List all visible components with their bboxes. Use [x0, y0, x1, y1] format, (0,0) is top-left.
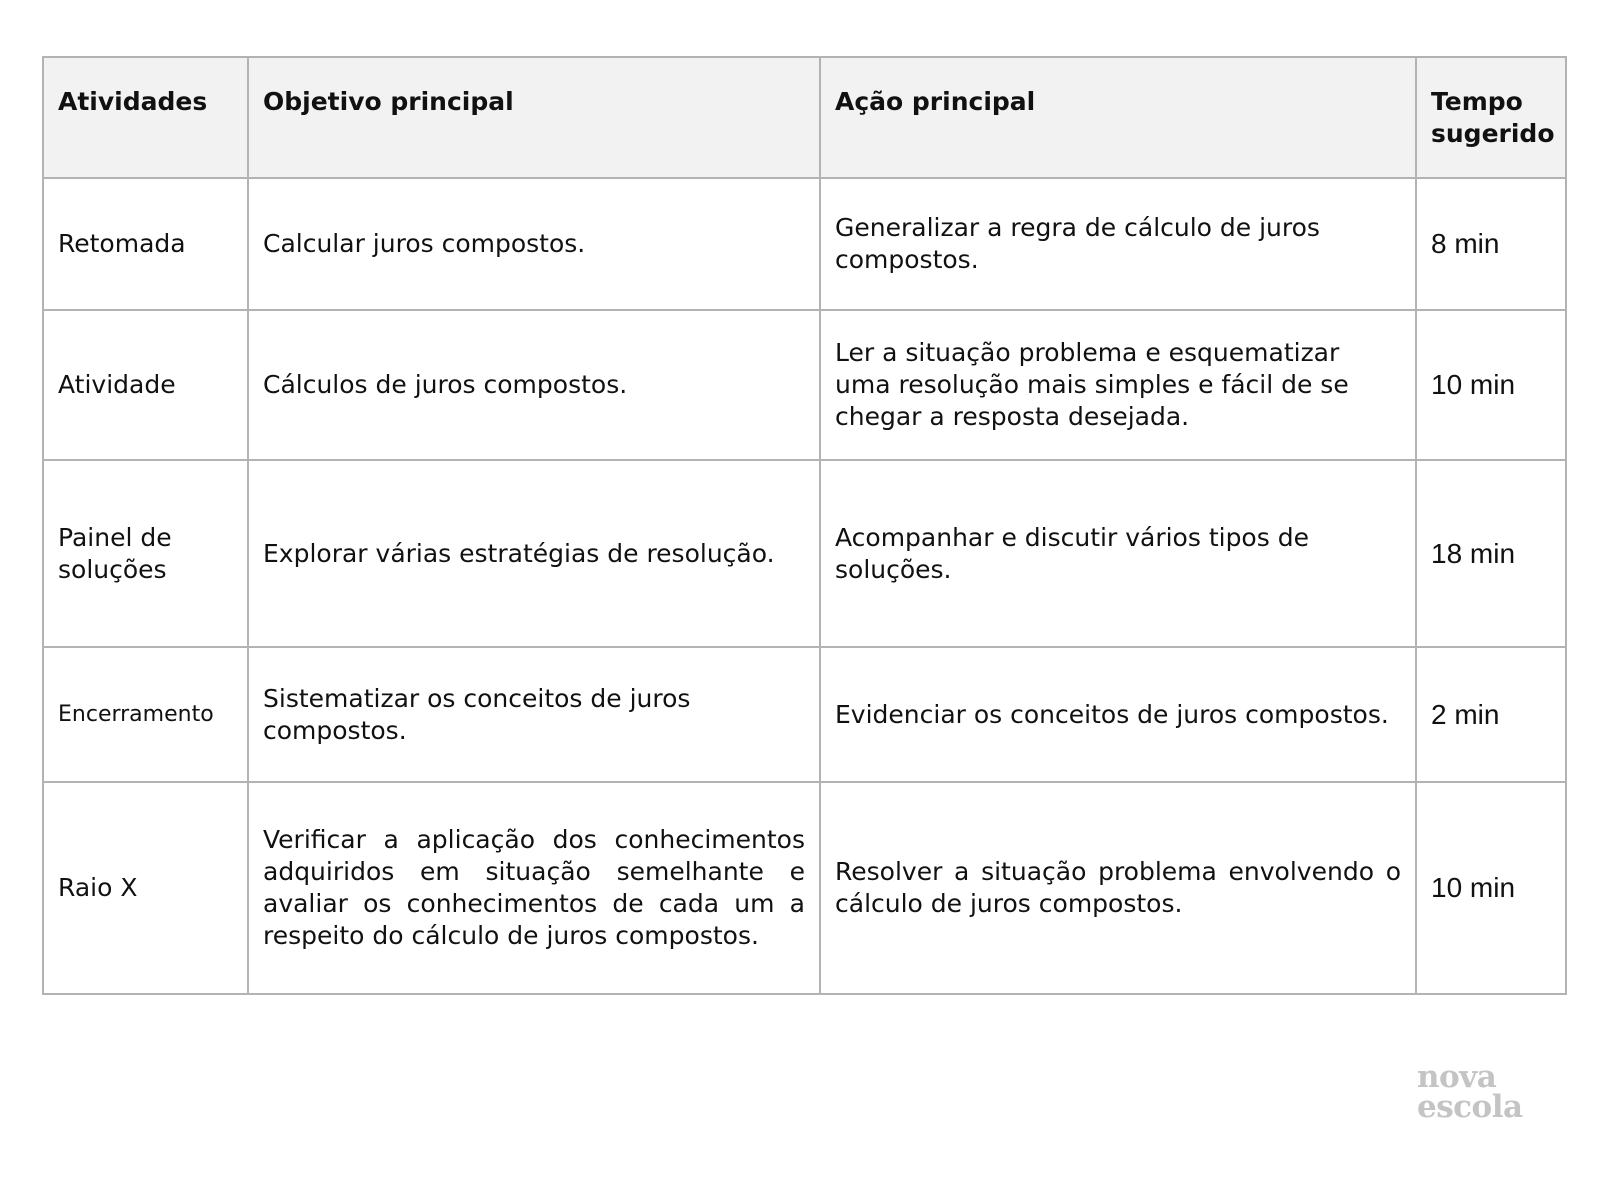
cell-acao: Ler a situação problema e esquematizar uma resolução mais simples e fácil de se chegar a resposta desejada. [820, 310, 1416, 460]
cell-tempo: 2 min [1416, 647, 1566, 782]
table-row [43, 310, 1566, 460]
cell-objetivo: Verificar a aplicação dos conhecimentos adquiridos em situação semelhante e avaliar os conhecimentos de cada um a respeito do cálculo de juros compostos. [248, 782, 820, 994]
header-acao: Ação principal [820, 57, 1416, 178]
cell-objetivo: Cálculos de juros compostos. [248, 310, 820, 460]
lesson-plan-table [42, 56, 1567, 995]
cell-acao: Evidenciar os conceitos de juros compostos. [820, 647, 1416, 782]
table-body [43, 178, 1566, 994]
header-tempo: Tempo sugerido [1416, 57, 1566, 178]
header-row [43, 57, 1566, 178]
cell-objetivo: Calcular juros compostos. [248, 178, 820, 310]
cell-atividade: Encerramento [43, 647, 248, 782]
cell-tempo: 10 min [1416, 782, 1566, 994]
cell-atividade: Painel de soluções [43, 460, 248, 647]
cell-tempo: 10 min [1416, 310, 1566, 460]
cell-objetivo: Explorar várias estratégias de resolução. [248, 460, 820, 647]
cell-tempo: 18 min [1416, 460, 1566, 647]
table-row [43, 647, 1566, 782]
table-header [43, 57, 1566, 178]
header-objetivo: Objetivo principal [248, 57, 820, 178]
table-row [43, 460, 1566, 647]
table-row [43, 178, 1566, 310]
cell-objetivo: Sistematizar os conceitos de juros compostos. [248, 647, 820, 782]
cell-acao: Resolver a situação problema envolvendo o cálculo de juros compostos. [820, 782, 1416, 994]
header-atividades: Atividades [43, 57, 248, 178]
cell-acao: Acompanhar e discutir vários tipos de soluções. [820, 460, 1416, 647]
logo-line-nova: nova [1417, 1059, 1497, 1095]
nova-escola-logo [1417, 1059, 1537, 1125]
cell-atividade: Retomada [43, 178, 248, 310]
cell-atividade: Raio X [43, 782, 248, 994]
table-row [43, 782, 1566, 994]
cell-acao: Generalizar a regra de cálculo de juros compostos. [820, 178, 1416, 310]
cell-tempo: 8 min [1416, 178, 1566, 310]
logo-line-escola: escola [1417, 1089, 1523, 1125]
cell-atividade: Atividade [43, 310, 248, 460]
